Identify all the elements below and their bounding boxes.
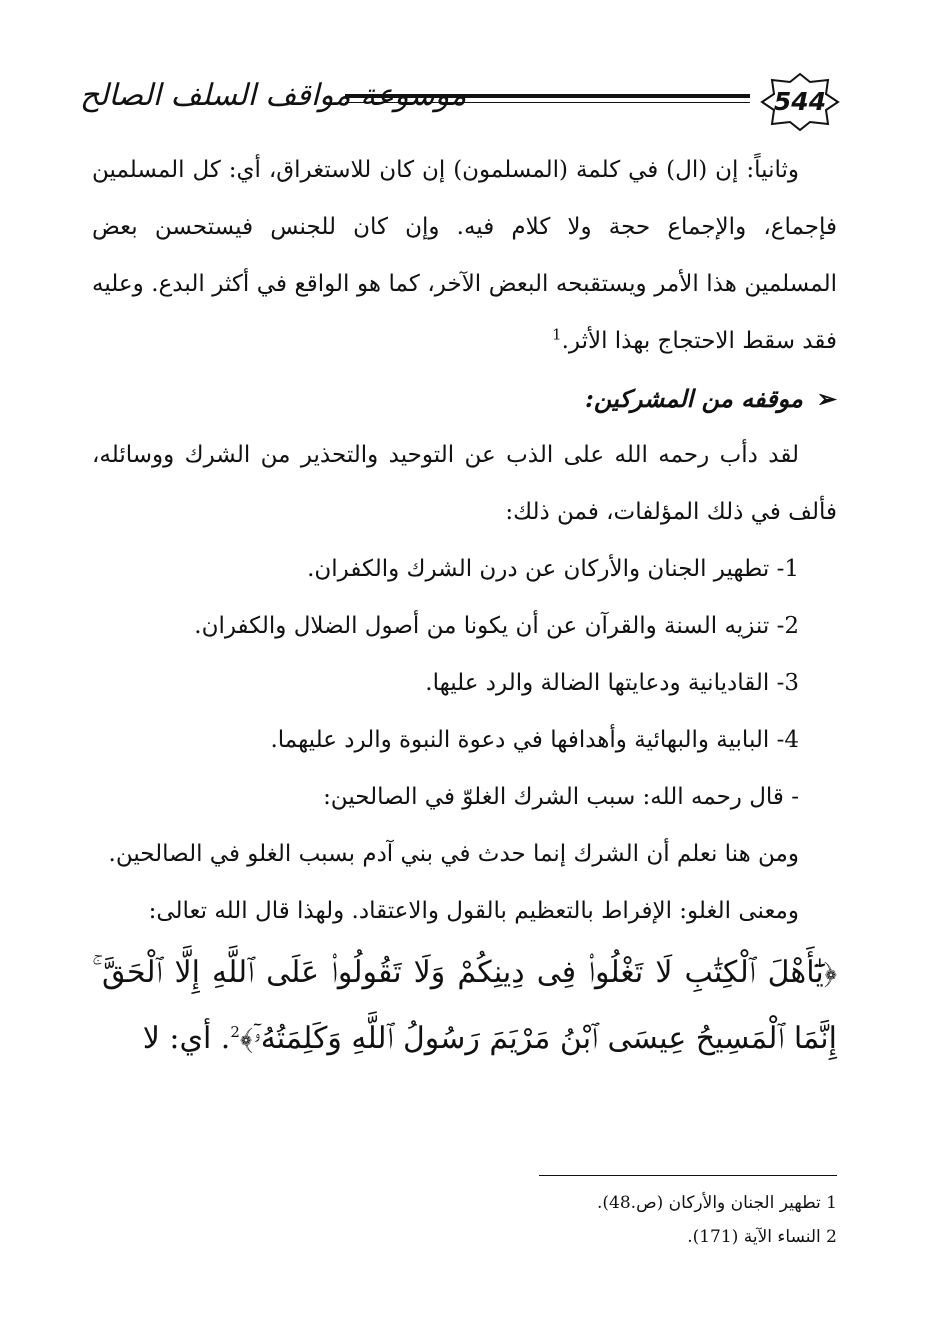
footnote-ref-1: 1 (552, 325, 562, 344)
quran-verse-text: ﴿يَٰٓأَهْلَ ٱلْكِتَٰبِ لَا تَغْلُوا۟ فِى دِينِكُمْ وَلَا تَقُولُوا۟ عَلَى ٱللَّهِ إِلَّا ٱلْحَقَّ ۚ إِنَّمَا ٱلْمَسِيحُ عِيسَى ٱبْنُ مَرْيَمَ رَسُولُ ٱللَّهِ وَكَلِمَتُهُۥٓ﴾ (92, 955, 837, 1056)
list-item: 3- القاديانية ودعايتها الضالة والرد عليها. (425, 670, 799, 696)
paragraph-4-tail: . أي: لا (142, 1021, 231, 1056)
arrow-bullet-icon: ➢ (816, 384, 837, 413)
list-item: 1- تطهير الجنان والأركان عن درن الشرك والكفران. (307, 556, 799, 582)
paragraph-2: لقد دأب رحمه الله على الذب عن التوحيد والتحذير من الشرك ووسائله، فألف في ذلك المؤلفات، فمن ذلك: (92, 442, 837, 525)
list-item: 2- تنزيه السنة والقرآن عن أن يكونا من أصول الضلال والكفران. (194, 613, 799, 639)
footnotes (237, 1186, 837, 1254)
page-header (70, 72, 840, 132)
page-number: 544 (773, 87, 827, 116)
paragraph-1 (92, 142, 837, 370)
footnote-divider (539, 1175, 837, 1176)
paragraph-4: ومعنى الغلو: الإفراط بالتعظيم بالقول والاعتقاد. ولهذا قال الله تعالى: (148, 898, 799, 924)
paragraph-3: ومن هنا نعلم أن الشرك إنما حدث في بني آدم بسبب الغلو في الصالحين. (108, 841, 799, 867)
footnote-ref-2: 2 (230, 1023, 240, 1041)
paragraph-1-text: وثانياً: إن (ال) في كلمة (المسلمون) إن كان للاستغراق، أي: كل المسلمين فإجماع، والإجماع حجة ولا كلام فيه. وإن كان للجنس فيستحسن بعض المسلمين هذا الأمر ويستقبحه البعض الآخر، كما هو الواقع في أكثر البدع. وعليه فقد سقط الاحتجاج بهذا الأثر. (92, 157, 837, 354)
section-heading (92, 370, 837, 427)
list-item: 4- البابية والبهائية وأهدافها في دعوة النبوة والرد عليهما. (270, 727, 799, 753)
page-body (92, 142, 837, 1072)
quran-verse (92, 940, 837, 1072)
quote-intro: - قال رحمه الله: سبب الشرك الغلوّ في الصالحين: (323, 784, 799, 810)
footnote-item: 1 تطهير الجنان والأركان (ص.48). (596, 1193, 837, 1213)
section-heading-text: موقفه من المشركين: (585, 384, 803, 413)
header-rule-thin (345, 102, 750, 103)
header-rule (345, 94, 750, 98)
footnote-item: 2 النساء الآية (171). (687, 1227, 837, 1247)
running-title: موسوعة مواقف السلف الصالح (80, 78, 467, 113)
